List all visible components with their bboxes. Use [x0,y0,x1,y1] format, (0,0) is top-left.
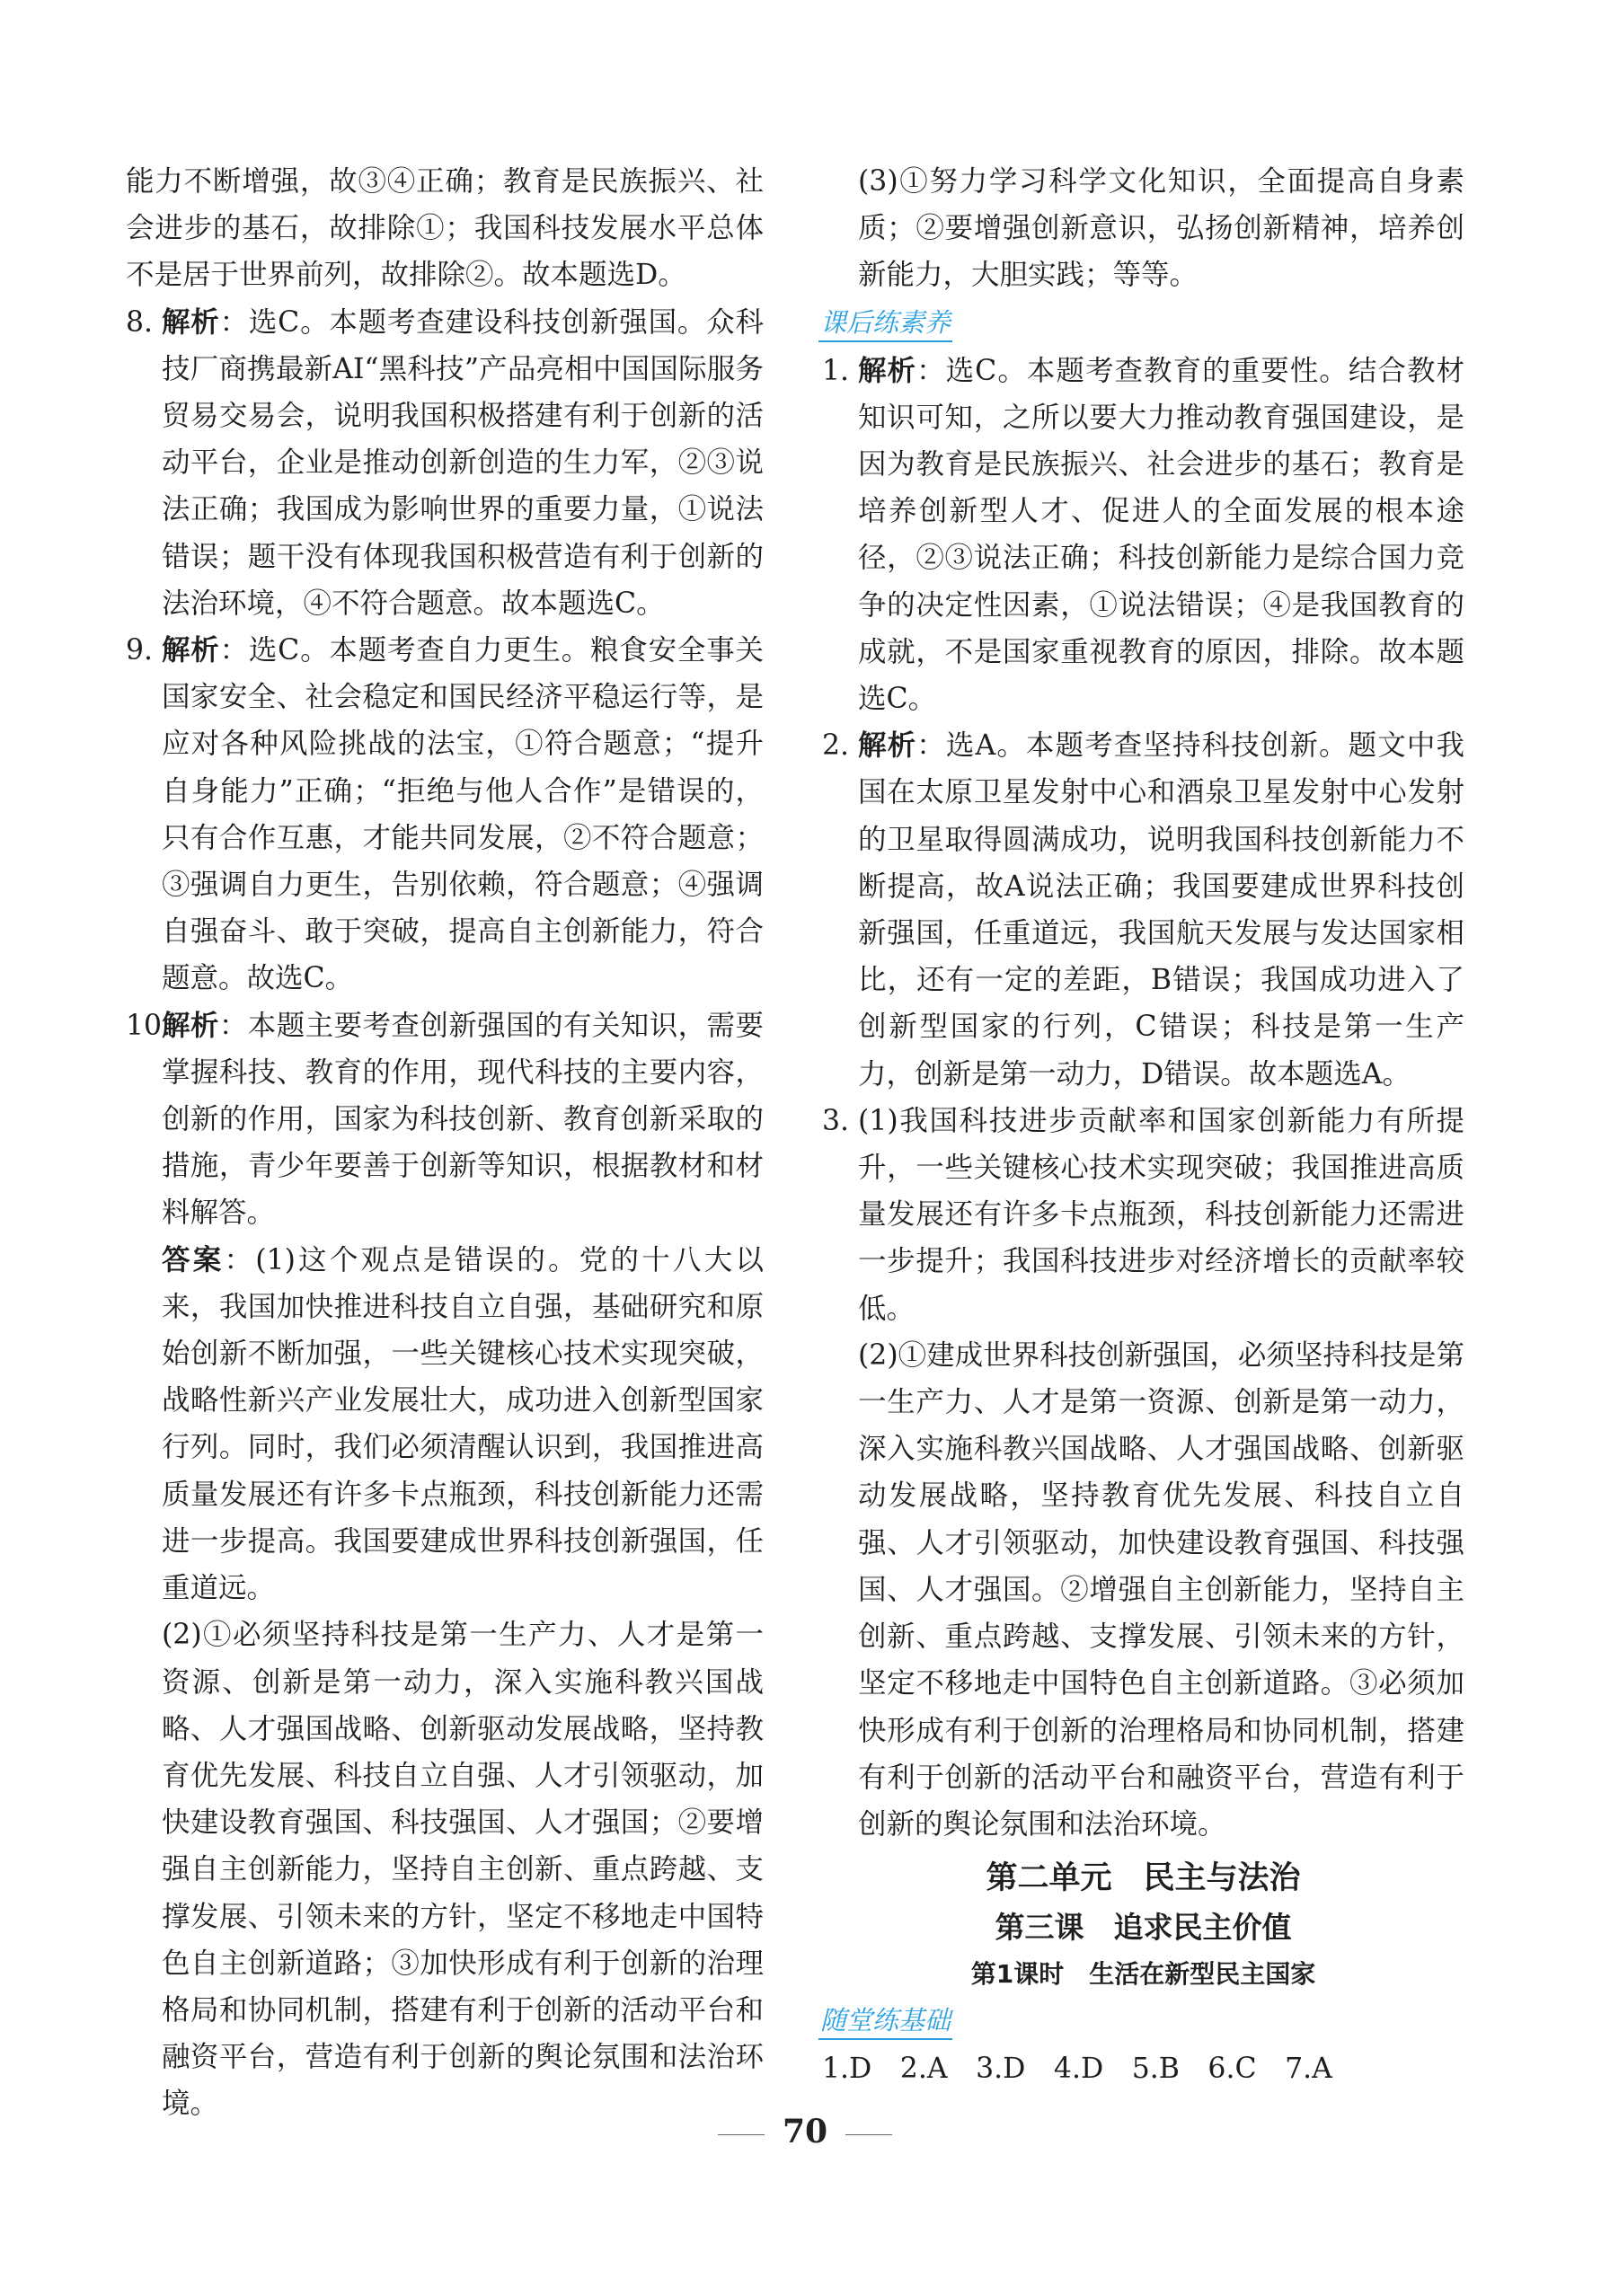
right-column [822,158,1464,2092]
analysis-text: ：选C。本题考查自力更生。粮食安全事关国家安全、社会稳定和国民经济平稳运行等，是应对各种风险挑战的法宝，①符合题意；“提升自身能力”正确；“拒绝与他人合作”是错误的，只有合作互惠，才能共同发展，②不符合题意；③强调自力更生，告别依赖，符合题意；④强调自强奋斗、敢于突破，提高自主创新能力，符合题意。故选C。 [162,634,764,995]
page-number-footer [0,2113,1610,2150]
footer-rule-right [845,2134,892,2135]
analysis-text: ：选C。本题考查建设科技创新强国。众科技厂商携最新AI“黑科技”产品亮相中国国际服务贸易交易会，说明我国积极搭建有利于创新的活动平台，企业是推动创新创造的生力军，②③说法正确；我国成为影响世界的重要力量，①说法错误；题干没有体现我国积极营造有利于创新的法治环境，④不符合题意。故本题选C。 [162,305,764,620]
after-class-question-3 [822,1098,1464,1848]
right-continuation: (3)①努力学习科学文化知识，全面提高自身素质；②要增强创新意识，弘扬创新精神，培养创新能力，大胆实践；等等。 [858,165,1464,292]
question-10 [126,1002,764,2128]
unit-title: 第二单元 民主与法治 [986,1860,1301,1897]
analysis-label: 解析 [162,1009,219,1042]
analysis-label: 解析 [858,354,917,387]
analysis-text: ：本题主要考查创新强国的有关知识，需要掌握科技、教育的作用，现代科技的主要内容，创新的作用，国家为科技创新、教育创新采取的措施，青少年要善于创新等知识，根据教材和材料解答。 [162,1009,764,1230]
q3-part-2: (2)①建成世界科技创新强国，必须坚持科技是第一生产力、人才是第一资源、创新是第一动力，深入实施科教兴国战略、人才强国战略、创新驱动发展战略，坚持教育优先发展、科技自立自强、人才引领驱动，加快建设教育强国、科技强国、人才强国。②增强自主创新能力，坚持自主创新、重点跨越、支撑发展、引领未来的方针，坚定不移地走中国特色自主创新道路。③必须加快形成有利于创新的治理格局和协同机制，搭建有利于创新的活动平台和融资平台，营造有利于创新的舆论氛围和法治环境。 [858,1338,1464,1841]
question-number: 2. [822,729,850,763]
left-continuation: 能力不断增强，故③④正确；教育是民族振兴、社会进步的基石，故排除①；我国科技发展水平总体不是居于世界前列，故排除②。故本题选D。 [126,165,764,292]
period-title: 第1课时 生活在新型民主国家 [970,1959,1316,1990]
answer-text: ：(1)这个观点是错误的。党的十八大以来，我国加快推进科技自立自强，基础研究和原始创新不断加强，一些关键核心技术实现突破，战略性新兴产业发展壮大，成功进入创新型国家行列。同时，我们必须清醒认识到，我国推进高质量发展还有许多卡点瓶颈，科技创新能力还需进一步提高。我国要建成世界科技创新强国，任重道远。 [162,1243,764,1605]
section-tag-in-class: 随堂练基础 [818,2002,952,2040]
q3-part-1: (1)我国科技进步贡献率和国家创新能力有所提升，一些关键核心技术实现突破；我国推进高质量发展还有许多卡点瓶颈，科技创新能力还需进一步提升；我国科技进步对经济增长的贡献率较低。 [858,1104,1464,1325]
answer-label: 答案 [162,1243,225,1276]
analysis-text: ：选A。本题考查坚持科技创新。题文中我国在太原卫星发射中心和酒泉卫星发射中心发射的卫星取得圆满成功，说明我国科技创新能力不断提高，故A说法正确；我国要建成世界科技创新强国，任重道远，我国航天发展与发达国家相比，还有一定的差距，B错误；我国成功进入了创新型国家的行列，C错误；科技是第一生产力，创新是第一动力，D错误。故本题选A。 [858,729,1464,1091]
question-8 [126,299,764,627]
question-9 [126,627,764,1002]
analysis-label: 解析 [162,305,220,339]
footer-rule-left [718,2134,765,2135]
answer-key: 1.D 2.A 3.D 4.D 5.B 6.C 7.A [822,2053,1332,2086]
analysis-label: 解析 [162,634,220,667]
after-class-question-2 [822,722,1464,1098]
answer-part-1 [162,1237,764,1612]
section-tag-after-class: 课后练素养 [818,305,952,342]
question-number: 1. [822,354,850,387]
lesson-title: 第三课 追求民主价值 [995,1910,1292,1946]
question-number: 3. [822,1104,850,1137]
answer-part-2: (2)①必须坚持科技是第一生产力、人才是第一资源、创新是第一动力，深入实施科教兴国战略、人才强国战略、创新驱动发展战略，坚持教育优先发展、科技自立自强、人才引领驱动，加快建设教育强国、科技强国、人才强国；②要增强自主创新能力，坚持自主创新、重点跨越、支撑发展、引领未来的方针，坚定不移地走中国特色自主创新道路；③加快形成有利于创新的治理格局和协同机制，搭建有利于创新的活动平台和融资平台，营造有利于创新的舆论氛围和法治环境。 [162,1619,764,2121]
question-number: 8. [126,305,154,339]
page-number: 70 [782,2113,828,2150]
analysis-label: 解析 [858,729,917,763]
analysis-text: ：选C。本题考查教育的重要性。结合教材知识可知，之所以要大力推动教育强国建设，是因为教育是民族振兴、社会进步的基石；教育是培养创新型人才、促进人的全面发展的根本途径，②③说法正确；科技创新能力是综合国力竞争的决定性因素，①说法错误；④是我国教育的成就，不是国家重视教育的原因，排除。故本题选C。 [858,354,1464,716]
question-number: 10. [126,1009,172,1042]
question-number: 9. [126,634,154,667]
left-column [126,158,764,2128]
after-class-question-1 [822,348,1464,723]
